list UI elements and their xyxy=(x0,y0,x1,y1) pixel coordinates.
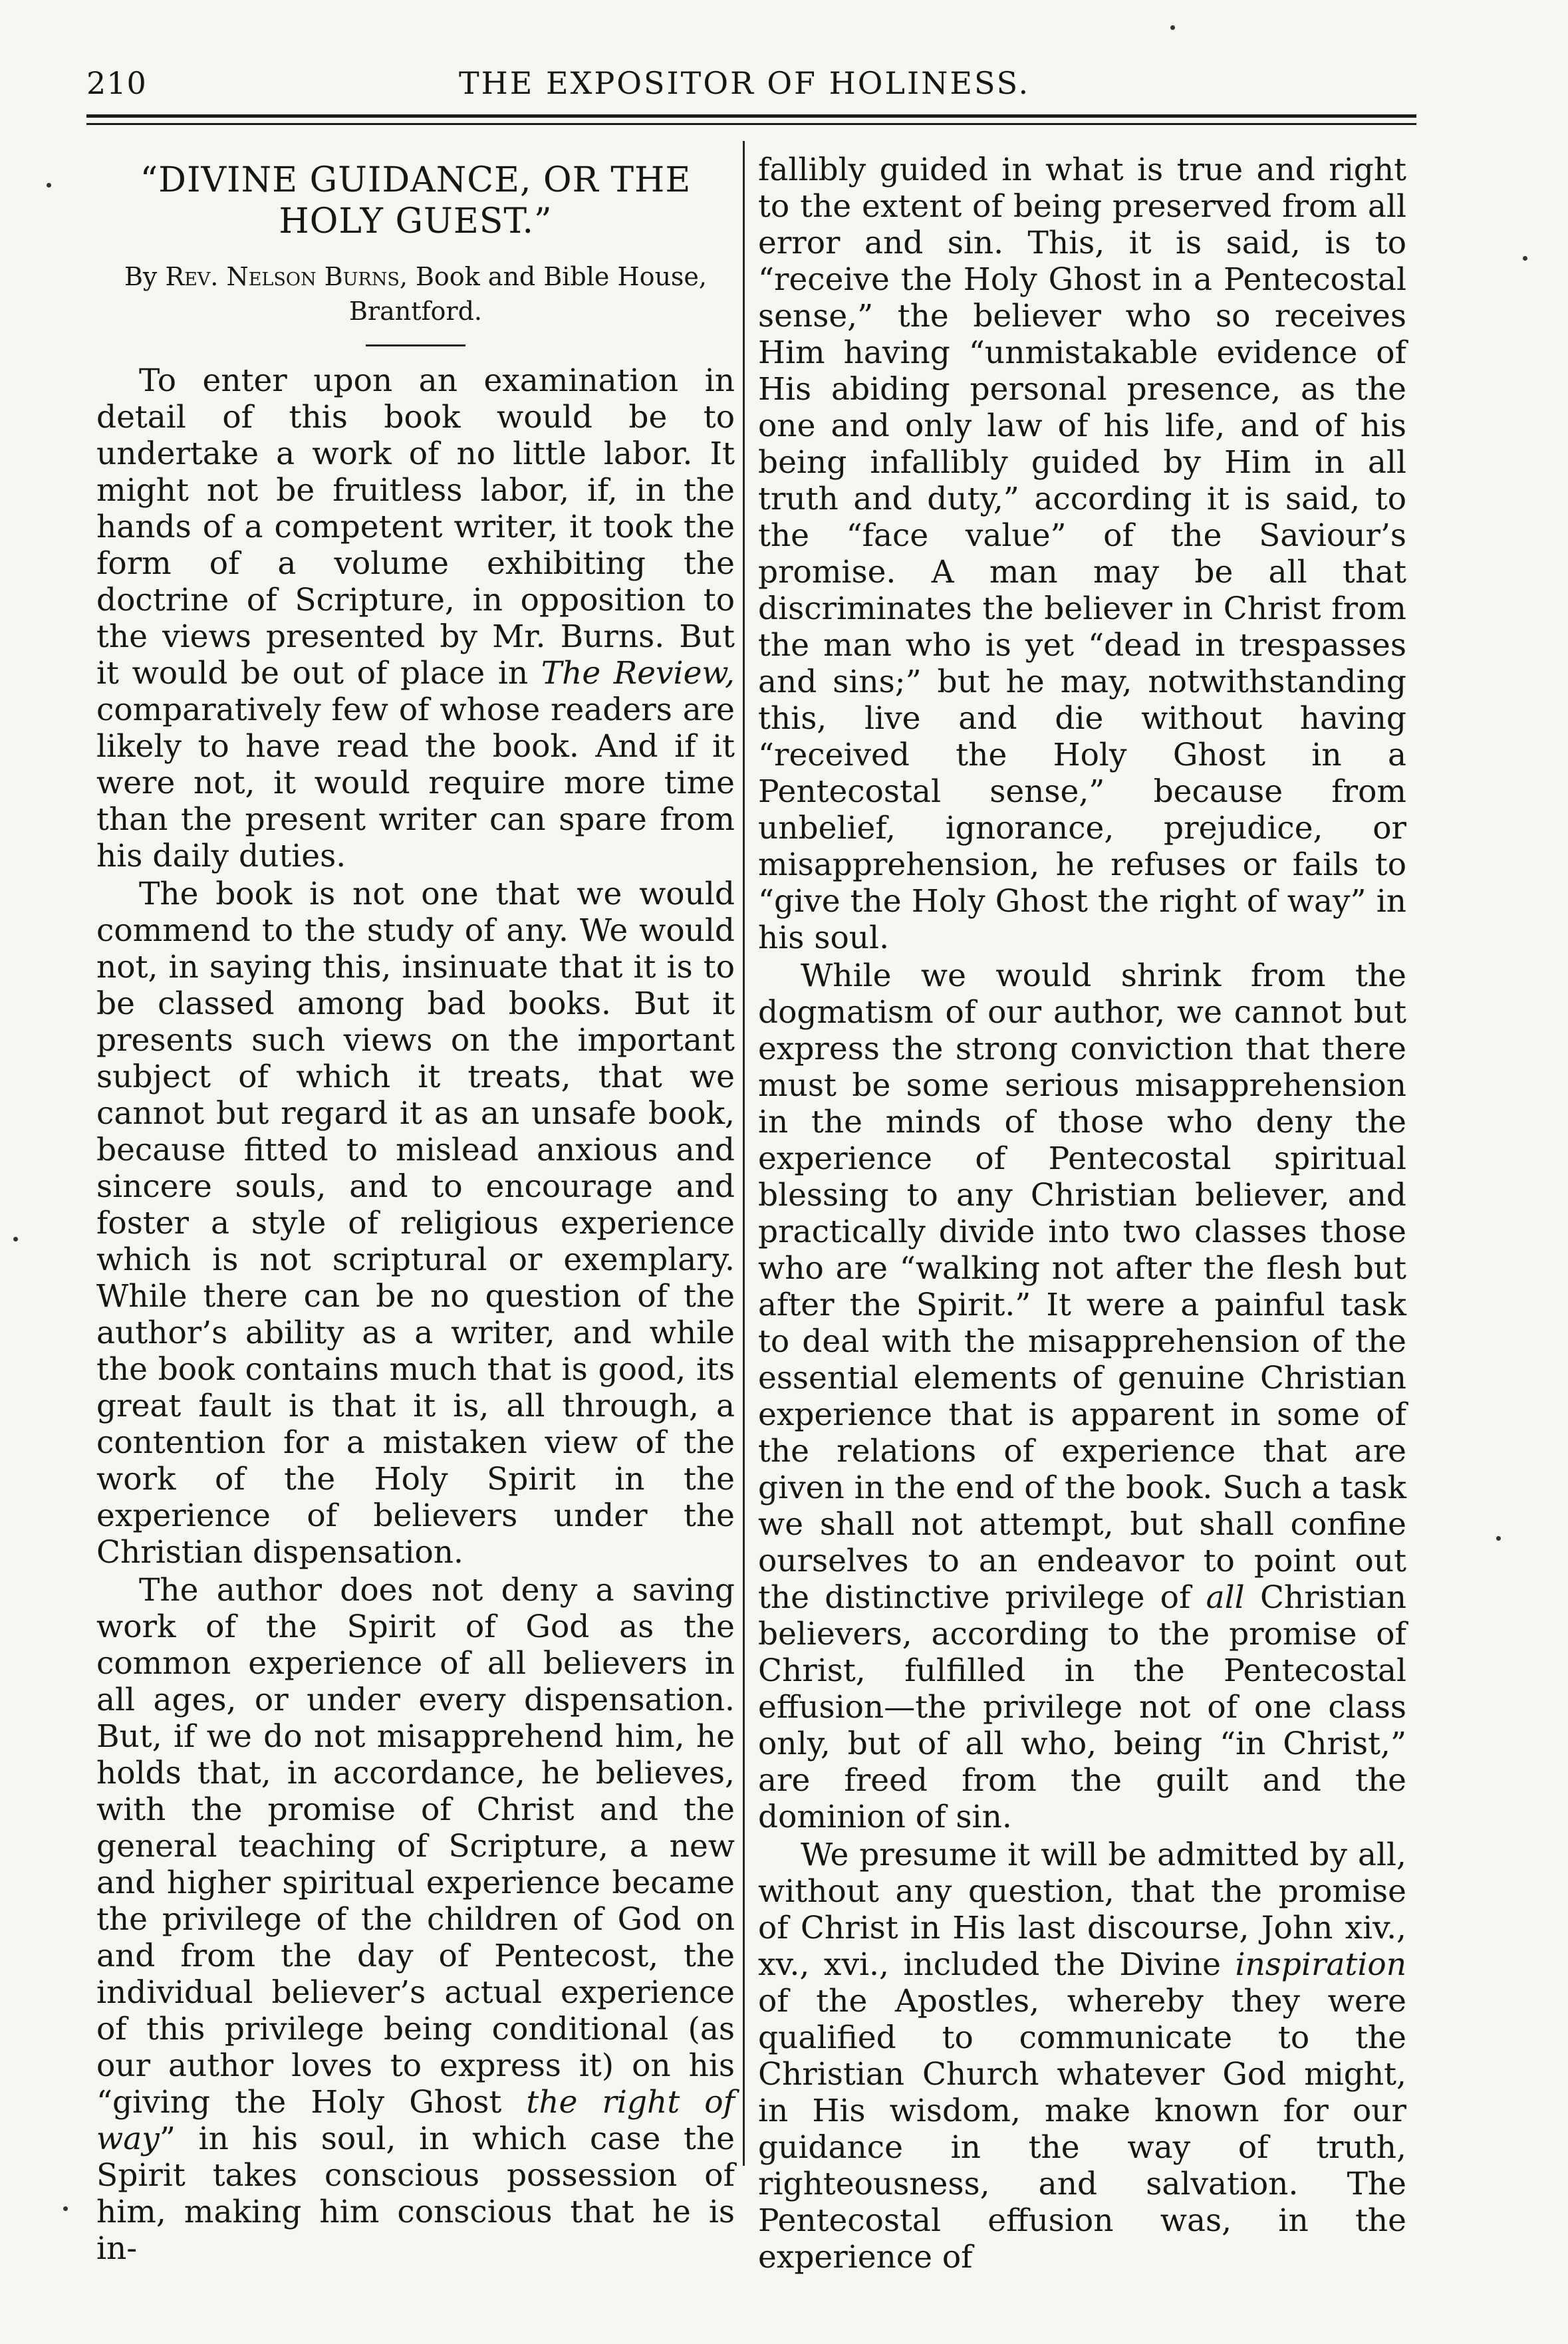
header-rule xyxy=(86,114,1416,118)
paragraph-5: We presume it will be admitted by all, without any question, that the promise of Christ in His last discourse, John xiv., xv., xvi., included the Divine inspiration of the Apostles, whereby they were qualified to communicate to the Christian Church whatever God might, in His wisdom, make known for our guidance in the way of truth, righteousness, and salvation. The Pentecostal effusion was, in the experience of xyxy=(758,1837,1406,2276)
paragraph-3: The author does not deny a saving work of the Spirit of God as the common experience of all believers in all ages, or under every dispensation. But, if we do not misapprehend him, he holds that, in accordance, he believes, with the promise of Christ and the general teaching of Scripture, a new and higher spiritual experience became the privilege of the children of God on and from the day of Pentecost, the individual believer’s actual experience of this privilege being conditional (as our author loves to express it) on his “giving the Holy Ghost the right of way” in his soul, in which case the Spirit takes conscious possession of him, making him conscious that he is in- xyxy=(96,1572,735,2267)
paragraph-2: The book is not one that we would commend to the study of any. We would not, in saying this, insinuate that it is to be classed among bad books. But it presents such views on the important subject of which it treats, that we cannot but regard it as an unsafe book, because fitted to mislead anxious and sincere souls, and to encourage and foster a style of religious experience which is not scriptural or exemplary. While there can be no question of the author’s ability as a writer, and while the book contains much that is good, its great fault is that it is, all through, a contention for a mistaken view of the work of the Holy Spirit in the experience of believers under the Christian dispensation. xyxy=(96,876,735,1571)
page-number: 210 xyxy=(86,65,147,101)
left-column xyxy=(96,152,735,2267)
header-rule-thin xyxy=(86,123,1416,125)
right-column xyxy=(758,152,1406,2276)
speck xyxy=(1496,1536,1501,1541)
running-title: THE EXPOSITOR OF HOLINESS. xyxy=(459,65,1031,101)
byline xyxy=(96,259,735,328)
paragraph-3-continued: fallibly guided in what is true and right to the extent of being preserved from all error and sin. This, it is said, is to “receive the Holy Ghost in a Pentecostal sense,” the believer who so receives Him having “unmistakable evidence of His abiding personal presence, as the one and only law of his life, and of his being infallibly guided by Him in all truth and duty,” according it is said, to the “face value” of the Saviour’s promise. A man may be all that discriminates the believer in Christ from the man who is yet “dead in trespasses and sins;” but he may, notwithstanding this, live and die without having “received the Holy Ghost in a Pentecostal sense,” because from unbelief, ignorance, prejudice, or misapprehension, he refuses or fails to “give the Holy Ghost the right of way” in his soul. xyxy=(758,152,1406,956)
title-divider xyxy=(366,344,465,346)
page-header xyxy=(86,65,1416,118)
paragraph-1: To enter upon an examination in detail of this book would be to undertake a work of no little labor. It might not be fruitless labor, if, in the hands of a competent writer, it took the form of a volume exhibiting the doctrine of Scripture, in opposition to the views presented by Mr. Burns. But it would be out of place in The Review, comparatively few of whose readers are likely to have read the book. And if it were not, it would require more time than the present writer can spare from his daily duties. xyxy=(96,362,735,874)
byline-author: Nelson Burns, xyxy=(226,262,408,291)
column-divider xyxy=(743,141,745,2166)
speck xyxy=(1170,25,1175,30)
byline-affiliation: Book and Bible House, Brantford. xyxy=(348,262,708,326)
speck xyxy=(63,2206,68,2211)
byline-prefix: By xyxy=(124,262,158,291)
article-title: “DIVINE GUIDANCE, OR THE HOLY GUEST.” xyxy=(140,160,692,241)
speck xyxy=(13,1237,18,1241)
paragraph-4: While we would shrink from the dogmatism of our author, we cannot but express the strong conviction that there must be some serious misapprehension in the minds of those who deny the experience of Pentecostal spiritual blessing to any Christian believer, and practically divide into two classes those who are “walking not after the flesh but after the Spirit.” It were a painful task to deal with the misapprehension of the essential elements of genuine Christian experience that is apparent in some of the relations of experience that are given in the end of the book. Such a task we shall not attempt, but shall confine ourselves to an endeavor to point out the distinctive privilege of all Christian believers, according to the promise of Christ, fulfilled in the Pentecostal effusion—the privilege not of one class only, but of all who, being “in Christ,” are freed from the guilt and the dominion of sin. xyxy=(758,958,1407,1835)
byline-title: Rev. xyxy=(165,262,219,291)
speck xyxy=(47,183,51,188)
speck xyxy=(1523,256,1527,261)
